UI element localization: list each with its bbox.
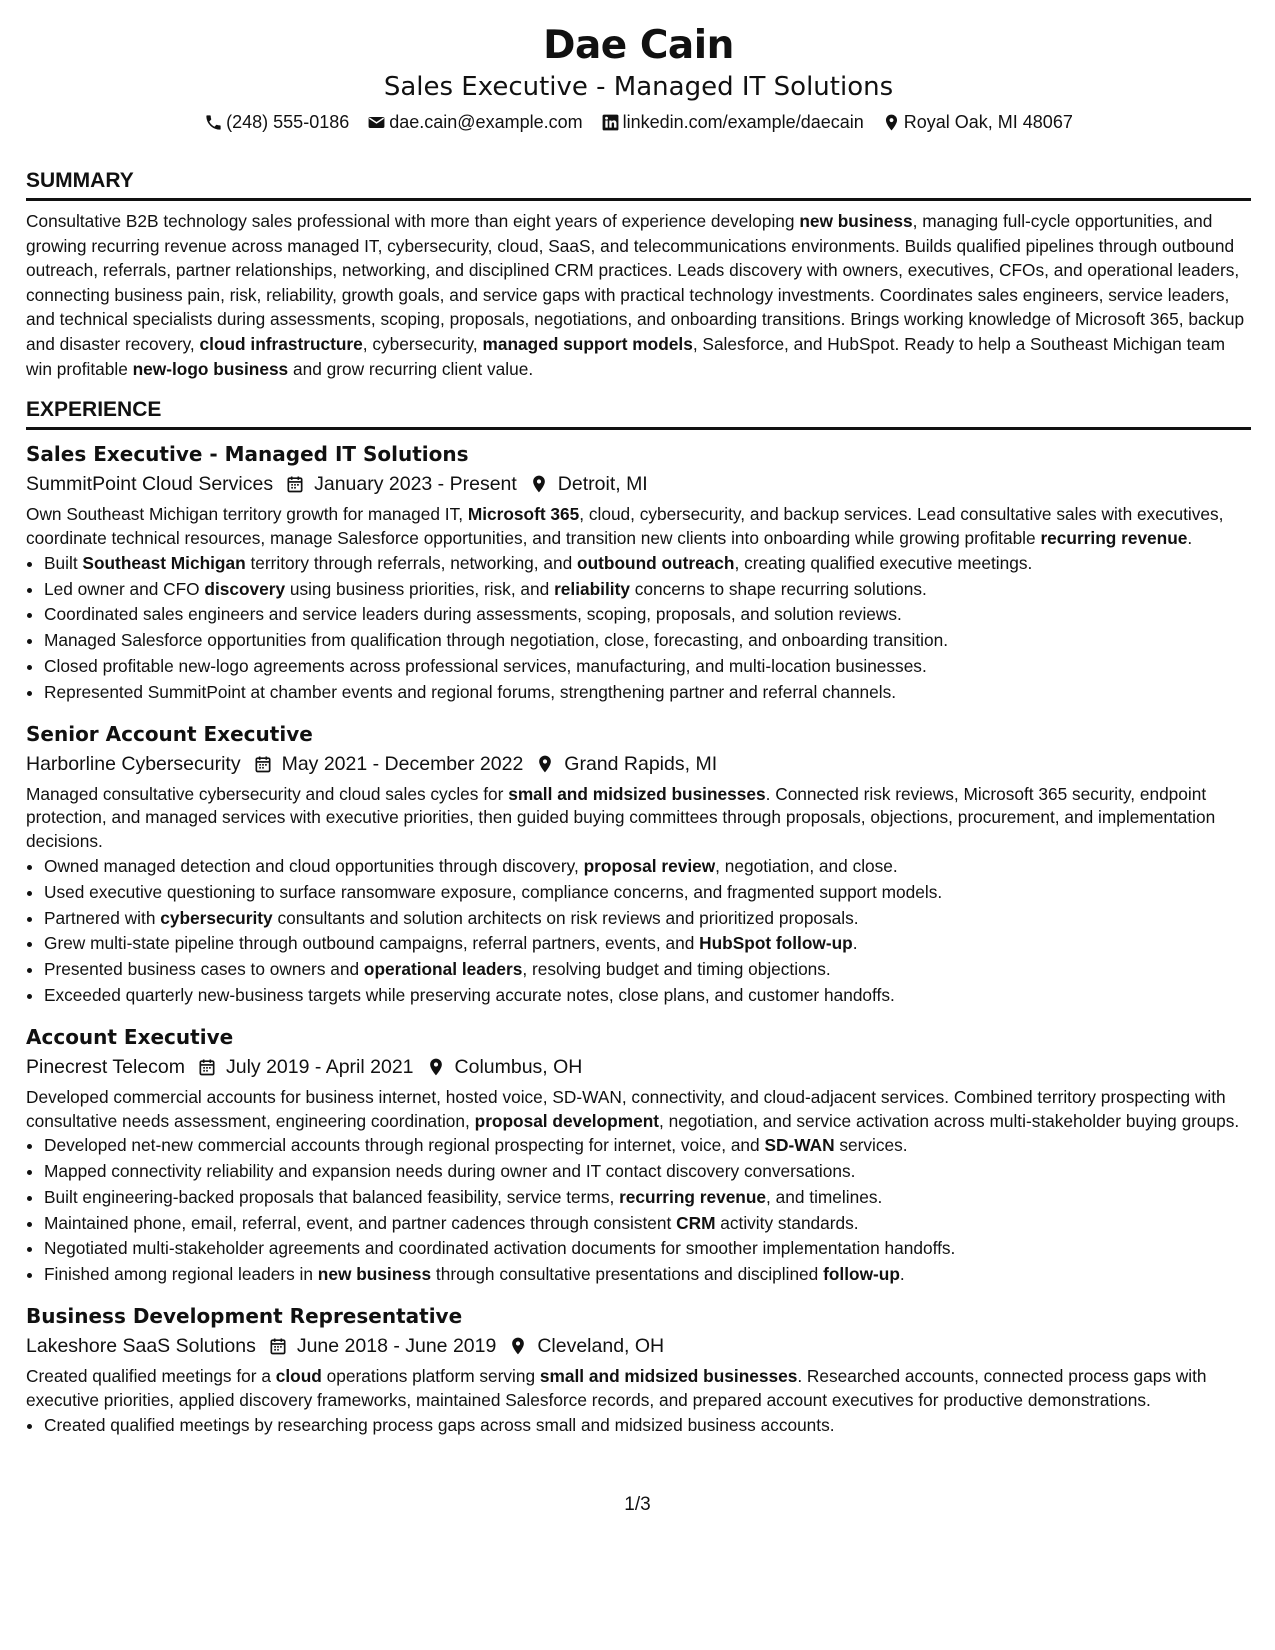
text-run: , and timelines. — [766, 1186, 883, 1207]
text-run: , managing full-cycle opportunities, and growing recurring revenue across managed IT, cybersecurity, cloud, SaaS, and telecommunications environments. Builds qualified pipelines through outbound outreach, referrals, partner relationships, networking, and disciplined CRM practices. Leads discovery with owners, executives, CFOs, and operational leaders, connecting business pain, risk, reliability, growth goals, and service gaps with practical technology investments. Coordinates sales engineers, service leaders, and technical specialists during assessments, scoping, proposals, negotiations, and onboarding transitions. Brings working knowledge of Microsoft 365, backup and disaster recovery, — [26, 211, 1245, 354]
text-run: Negotiated multi-stakeholder agreements and coordinated activation documents for smoother implementation handoffs. — [44, 1238, 956, 1259]
text-run: Represented SummitPoint at chamber events and regional forums, strengthening partner and referral channels. — [44, 681, 897, 702]
text-run: Created qualified meetings by researching process gaps across small and midsized business accounts. — [44, 1414, 835, 1435]
text-run: , negotiation, and service activation across multi-stakeholder buying groups. — [659, 1110, 1240, 1131]
email-text: dae.cain@example.com — [389, 112, 583, 132]
map-pin-icon — [529, 474, 549, 494]
bold-text: CRM — [676, 1212, 716, 1233]
bold-text: new business — [799, 211, 913, 231]
job-title: Business Development Representative — [26, 1304, 463, 1329]
bullet-item — [44, 957, 1251, 983]
job-meta — [26, 1053, 1251, 1081]
text-run: Developed net-new commercial accounts through regional prospecting for internet, voice, and — [44, 1135, 765, 1156]
job-dates: January 2023 - Present — [314, 473, 517, 496]
bold-text: reliability — [554, 578, 630, 599]
text-run: using business priorities, risk, and — [285, 578, 555, 599]
job-meta — [26, 1332, 1251, 1360]
location-text: Royal Oak, MI 48067 — [903, 112, 1073, 132]
bold-text: follow-up — [823, 1264, 900, 1285]
summary-section — [26, 168, 1251, 381]
job-location: Cleveland, OH — [537, 1335, 665, 1358]
text-run: territory through referrals, networking, and — [245, 552, 578, 573]
text-run: . — [852, 933, 858, 954]
text-run: , cybersecurity, — [362, 333, 483, 354]
job-meta — [26, 750, 1251, 778]
company-name: Harborline Cybersecurity — [26, 752, 241, 775]
candidate-headline: Sales Executive - Managed IT Solutions — [383, 72, 894, 102]
job-description — [26, 1365, 1251, 1413]
text-run: consultants and solution architects on risk reviews and prioritized proposals. — [272, 907, 859, 928]
bold-text: cloud infrastructure — [199, 333, 363, 354]
text-run: Owned managed detection and cloud opportunities through discovery, — [44, 855, 584, 876]
text-run: Managed consultative cybersecurity and cloud sales cycles for — [26, 783, 509, 804]
job-bullets — [26, 1133, 1251, 1288]
calendar-icon — [253, 754, 273, 774]
bullet-item — [44, 1159, 1251, 1185]
bullet-item — [44, 628, 1251, 654]
experience-section — [26, 397, 1251, 1438]
text-run: through consultative presentations and disciplined — [431, 1264, 824, 1285]
bold-text: Southeast Michigan — [82, 552, 246, 573]
bold-text: managed support models — [482, 333, 693, 354]
experience-entry — [26, 1023, 1251, 1288]
resume-header — [26, 0, 1251, 134]
contact-email[interactable] — [367, 110, 582, 134]
job-location: Detroit, MI — [557, 473, 648, 496]
text-run: Led owner and CFO — [44, 578, 205, 599]
bullet-item — [44, 1185, 1251, 1211]
job-description — [26, 783, 1251, 854]
text-run: Mapped connectivity reliability and expansion needs during owner and IT contact discovery conversations. — [44, 1161, 856, 1182]
bold-text: Microsoft 365 — [467, 504, 580, 525]
linkedin-icon — [601, 113, 620, 132]
bold-text: recurring revenue — [1040, 527, 1188, 548]
text-run: Exceeded quarterly new-business targets while preserving accurate notes, close plans, and customer handoffs. — [44, 984, 895, 1005]
summary-text — [26, 209, 1251, 381]
resume-page — [26, 0, 1251, 1438]
candidate-name: Dae Cain — [543, 23, 734, 68]
job-dates: May 2021 - December 2022 — [281, 752, 524, 775]
text-run: Developed commercial accounts for business internet, hosted voice, SD-WAN, connectivity, and cloud-adjacent services. Combined territory prospecting with consultative needs assessment, engineering coordination, — [26, 1086, 1226, 1131]
job-dates: June 2018 - June 2019 — [296, 1335, 497, 1358]
job-description — [26, 1086, 1251, 1134]
bold-text: new-logo business — [132, 358, 289, 379]
job-title: Senior Account Executive — [26, 721, 313, 746]
text-run: , Salesforce, and HubSpot. Ready to help a Southeast Michigan team win profitable — [26, 333, 1226, 379]
text-run: . — [899, 1264, 905, 1285]
text-run: Coordinated sales engineers and service leaders during assessments, scoping, proposals, and solution reviews. — [44, 604, 902, 625]
bold-text: cybersecurity — [160, 907, 273, 928]
text-run: , cloud, cybersecurity, and backup services. Lead consultative sales with executives, coordinate technical resources, manage Salesforce opportunities, and transition new clients into onboarding while growing profitable — [26, 504, 1224, 548]
bullet-item — [44, 680, 1251, 706]
bold-text: new business — [317, 1264, 432, 1285]
bold-text: HubSpot follow-up — [699, 933, 853, 954]
experience-list — [26, 440, 1251, 1438]
bullet-item — [44, 931, 1251, 957]
text-run: Consultative B2B technology sales professional with more than eight years of experience developing — [26, 211, 800, 231]
email-icon — [367, 113, 386, 132]
bullet-item — [44, 1211, 1251, 1237]
job-bullets — [26, 854, 1251, 1009]
map-pin-icon — [882, 113, 901, 132]
calendar-icon — [285, 474, 305, 494]
job-description — [26, 503, 1251, 551]
bullet-item — [44, 577, 1251, 603]
text-run: . Connected risk reviews, Microsoft 365 security, endpoint protection, and managed services with executive priorities, then guided buying committees through proposals, objections, procurement, and implementation decisions. — [26, 783, 1216, 852]
experience-entry — [26, 1302, 1251, 1438]
job-location: Columbus, OH — [454, 1055, 583, 1078]
map-pin-icon — [508, 1336, 528, 1356]
text-run: Closed profitable new-logo agreements across professional services, manufacturing, and multi-location businesses. — [44, 655, 927, 676]
map-pin-icon — [535, 754, 555, 774]
text-run: operations platform serving — [321, 1366, 540, 1387]
text-run: Managed Salesforce opportunities from qualification through negotiation, close, forecasting, and onboarding transition. — [44, 630, 948, 651]
text-run: concerns to shape recurring solutions. — [629, 578, 927, 599]
contact-location — [882, 110, 1073, 134]
calendar-icon — [268, 1336, 288, 1356]
bold-text: small and midsized businesses — [539, 1366, 798, 1387]
text-run: , resolving budget and timing objections. — [522, 959, 831, 980]
bullet-item — [44, 880, 1251, 906]
bullet-item — [44, 551, 1251, 577]
phone-text: (248) 555-0186 — [226, 112, 350, 132]
text-run: Presented business cases to owners and — [44, 959, 364, 980]
experience-heading: EXPERIENCE — [26, 397, 1251, 430]
text-run: activity standards. — [715, 1212, 859, 1233]
text-run: Built engineering-backed proposals that balanced feasibility, service terms, — [44, 1186, 620, 1207]
summary-heading: SUMMARY — [26, 168, 1251, 201]
bold-text: proposal review — [583, 855, 716, 876]
text-run: Maintained phone, email, referral, event, and partner cadences through consistent — [44, 1212, 677, 1233]
job-title: Account Executive — [26, 1024, 234, 1049]
text-run: Finished among regional leaders in — [44, 1264, 318, 1285]
bold-text: proposal development — [474, 1110, 660, 1131]
job-dates: July 2019 - April 2021 — [225, 1055, 414, 1078]
bullet-item — [44, 602, 1251, 628]
text-run: . Researched accounts, connected process gaps with executive priorities, applied discovery frameworks, maintained Salesforce records, and prepared account executives for productive demonstrations. — [26, 1366, 1207, 1410]
phone-icon — [204, 113, 223, 132]
text-run: Partnered with — [44, 907, 161, 928]
text-run: Created qualified meetings for a — [26, 1366, 276, 1387]
contact-phone[interactable] — [204, 110, 349, 134]
bold-text: small and midsized businesses — [508, 783, 766, 804]
text-run: services. — [834, 1135, 908, 1156]
job-bullets — [26, 551, 1251, 706]
text-run: Grew multi-state pipeline through outbound campaigns, referral partners, events, and — [44, 933, 700, 954]
bullet-item — [44, 1262, 1251, 1288]
calendar-icon — [197, 1057, 217, 1077]
bullet-item — [44, 854, 1251, 880]
bold-text: recurring revenue — [619, 1186, 767, 1207]
bold-text: outbound outreach — [577, 552, 735, 573]
bullet-item — [44, 983, 1251, 1009]
text-run: Built — [44, 552, 83, 573]
bold-text: SD-WAN — [764, 1135, 835, 1156]
text-run: , creating qualified executive meetings. — [734, 552, 1033, 573]
text-run: . — [1187, 527, 1193, 548]
text-run: Used executive questioning to surface ransomware exposure, compliance concerns, and fragmented support models. — [44, 881, 943, 902]
contact-linkedin[interactable] — [601, 110, 864, 134]
text-run: and grow recurring client value. — [288, 358, 534, 379]
job-title: Sales Executive - Managed IT Solutions — [26, 442, 469, 467]
bold-text: operational leaders — [363, 959, 523, 980]
job-bullets — [26, 1413, 1251, 1439]
page-number: 1/3 — [624, 1494, 651, 1515]
experience-entry — [26, 440, 1251, 705]
bullet-item — [44, 654, 1251, 680]
bullet-item — [44, 906, 1251, 932]
bold-text: discovery — [204, 578, 286, 599]
contact-bar — [26, 110, 1251, 134]
bullet-item — [44, 1133, 1251, 1159]
company-name: Pinecrest Telecom — [26, 1055, 185, 1078]
company-name: SummitPoint Cloud Services — [26, 473, 274, 496]
bullet-item — [44, 1236, 1251, 1262]
bold-text: cloud — [275, 1366, 322, 1387]
text-run: , negotiation, and close. — [715, 855, 898, 876]
job-location: Grand Rapids, MI — [564, 752, 718, 775]
experience-entry — [26, 720, 1251, 1009]
text-run: Own Southeast Michigan territory growth for managed IT, — [26, 504, 468, 525]
map-pin-icon — [426, 1057, 446, 1077]
job-meta — [26, 470, 1251, 498]
linkedin-text: linkedin.com/example/daecain — [622, 112, 864, 132]
bullet-item — [44, 1413, 1251, 1439]
company-name: Lakeshore SaaS Solutions — [26, 1335, 256, 1358]
